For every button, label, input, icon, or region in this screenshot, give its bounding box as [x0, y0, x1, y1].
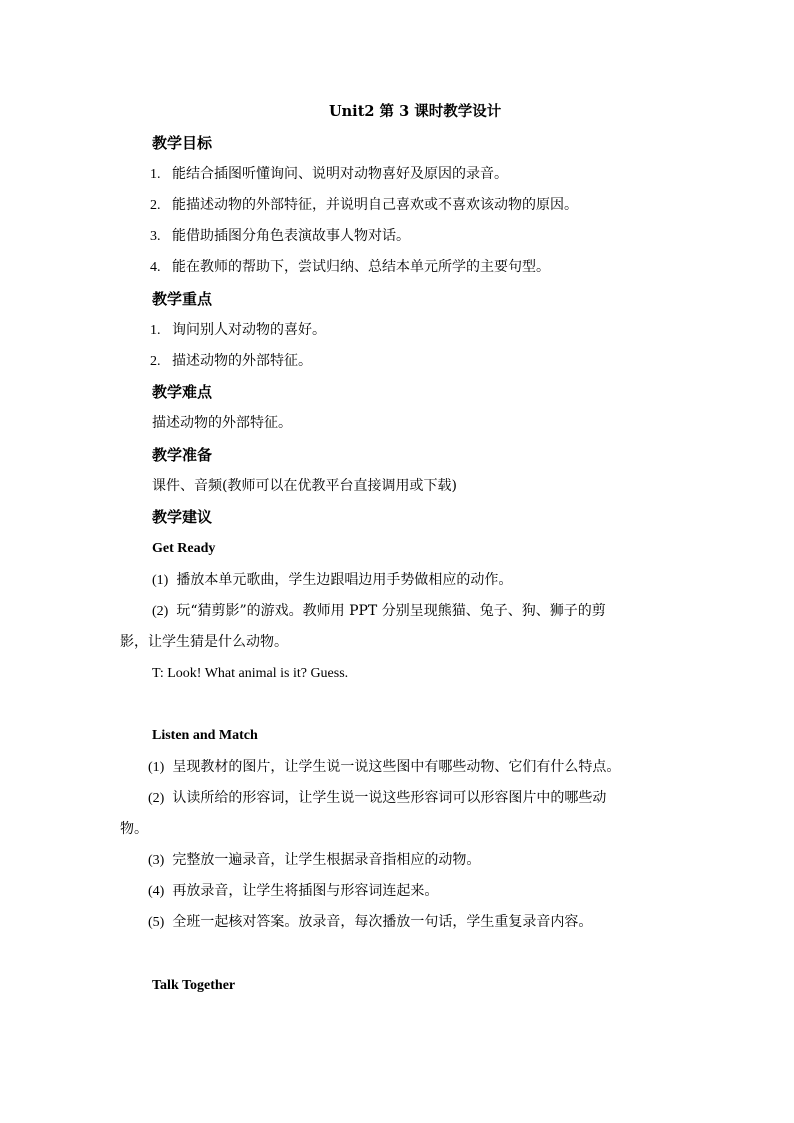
step-text: 呈现教材的图片，让学生说一说这些图中有哪些动物、它们有什么特点。: [172, 759, 621, 775]
objective-item: [150, 257, 550, 278]
list-text: 能描述动物的外部特征，并说明自己喜欢或不喜欢该动物的原因。: [172, 197, 578, 213]
listen-match-step-1: [148, 757, 620, 778]
talk-together-heading: Talk Together: [152, 978, 236, 993]
list-number: 1.: [150, 167, 161, 182]
list-text: 询问别人对动物的喜好。: [172, 322, 326, 338]
step-text: 玩“猜剪影”的游戏。教师用 PPT 分别呈现熊猫、兔子、狗、狮子的剪: [176, 603, 606, 619]
listen-match-step-3: [148, 850, 480, 871]
list-text: 能在教师的帮助下，尝试归纳、总结本单元所学的主要句型。: [172, 259, 550, 275]
preparation-heading: 教学准备: [152, 446, 213, 464]
step-number: (2): [152, 604, 169, 619]
step-text: 认读所给的形容词，让学生说一说这些形容词可以形容图片中的哪些动: [172, 790, 607, 806]
step-text: 完整放一遍录音，让学生根据录音指相应的动物。: [172, 852, 481, 868]
list-text: 能借助插图分角色表演故事人物对话。: [172, 228, 410, 244]
objective-item: [150, 226, 410, 247]
list-number: 1.: [150, 323, 161, 338]
difficulties-text: 描述动物的外部特征。: [152, 415, 292, 431]
get-ready-dialogue: T: Look! What animal is it? Guess.: [152, 666, 349, 681]
get-ready-heading: Get Ready: [152, 541, 216, 556]
list-text: 描述动物的外部特征。: [172, 353, 312, 369]
difficulties-heading: 教学难点: [152, 383, 213, 401]
step-number: (5): [148, 915, 165, 930]
get-ready-step-2-continued: 影，让学生猜是什么动物。: [120, 634, 288, 650]
key-point-item: [150, 351, 312, 372]
key-point-item: [150, 320, 326, 341]
get-ready-step-1: [152, 570, 512, 591]
get-ready-step-2: [152, 601, 606, 622]
listen-match-step-2-continued: 物。: [120, 821, 148, 837]
key-points-heading: 教学重点: [152, 290, 213, 308]
step-number: (1): [148, 760, 165, 775]
preparation-text: 课件、音频(教师可以在优教平台直接调用或下载): [152, 478, 457, 494]
listen-match-heading: Listen and Match: [152, 728, 258, 743]
objectives-heading: 教学目标: [152, 134, 213, 152]
step-number: (1): [152, 573, 169, 588]
step-number: (2): [148, 791, 165, 806]
step-text: 再放录音，让学生将插图与形容词连起来。: [172, 883, 439, 899]
objective-item: [150, 195, 578, 216]
suggestions-heading: 教学建议: [152, 508, 213, 526]
step-number: (4): [148, 884, 165, 899]
page-title: Unit2 第 3 课时教学设计: [329, 103, 502, 120]
step-number: (3): [148, 853, 165, 868]
list-number: 2.: [150, 354, 161, 369]
step-text: 全班一起核对答案。放录音，每次播放一句话，学生重复录音内容。: [172, 914, 593, 930]
list-text: 能结合插图听懂询问、说明对动物喜好及原因的录音。: [172, 166, 508, 182]
list-number: 3.: [150, 229, 161, 244]
objective-item: [150, 164, 508, 185]
listen-match-step-5: [148, 912, 592, 933]
listen-match-step-4: [148, 881, 438, 902]
listen-match-step-2: [148, 788, 606, 809]
step-text: 播放本单元歌曲，学生边跟唱边用手势做相应的动作。: [176, 572, 513, 588]
list-number: 4.: [150, 260, 161, 275]
list-number: 2.: [150, 198, 161, 213]
